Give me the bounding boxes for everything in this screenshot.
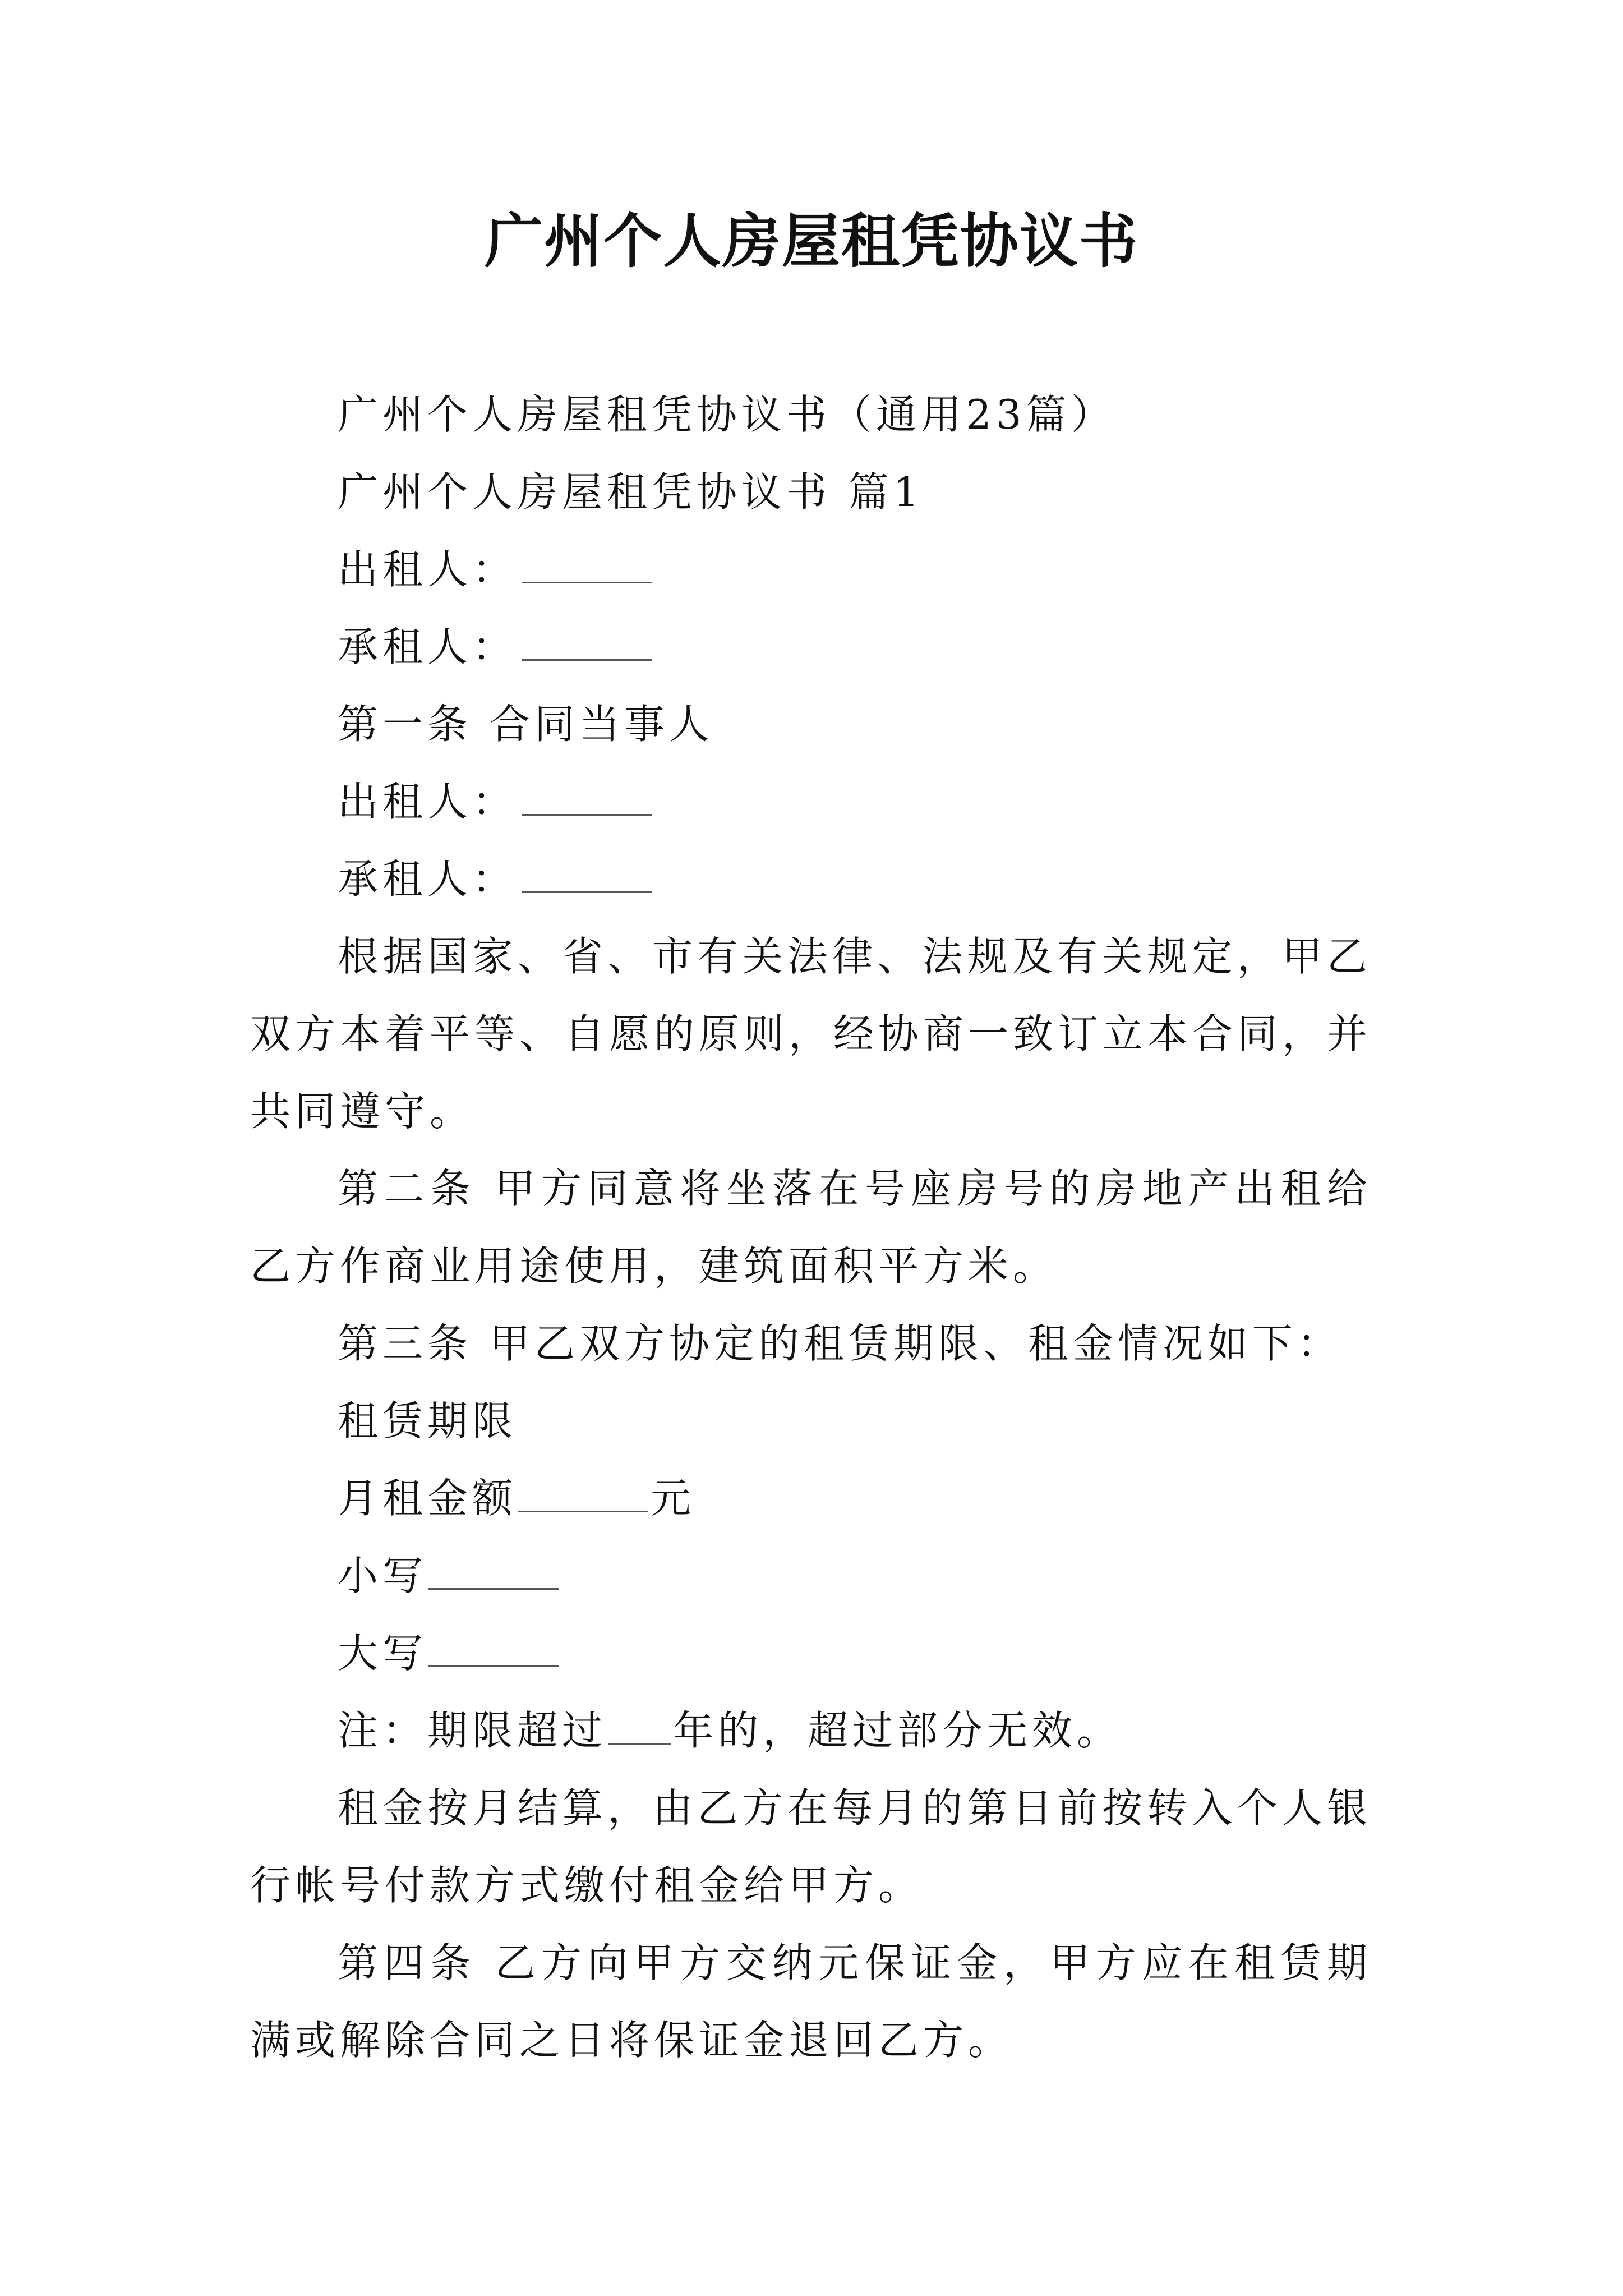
paragraph-legal-basis: 根据国家、省、市有关法律、法规及有关规定，甲乙双方本着平等、自愿的原则，经协商一致订立本合同，并共同遵守。: [250, 933, 1372, 1135]
monthly-rent-unit: 元: [651, 1475, 696, 1522]
note-prefix: 注：期限超过: [338, 1707, 607, 1754]
paragraph-amount-words: [250, 1614, 1372, 1692]
monthly-rent-label: 月租金额: [338, 1475, 518, 1522]
paragraph-article-3: 第三条 甲乙双方协定的租赁期限、租金情况如下：: [338, 1320, 1342, 1367]
lessee-label-2: 承租人：: [338, 855, 518, 903]
note-suffix: 年的，超过部分无效。: [673, 1707, 1122, 1754]
paragraph-rent-payment: 租金按月结算，由乙方在每月的第日前按转入个人银行帐号付款方式缴付租金给甲方。: [250, 1784, 1372, 1909]
lessor-label: 出租人：: [338, 546, 518, 593]
amount-words-blank: [428, 1630, 559, 1667]
paragraph-article-4: 第四条 乙方向甲方交纳元保证金，甲方应在租赁期满或解除合同之日将保证金退回乙方。: [250, 1939, 1372, 2064]
paragraph-amount-figures: [250, 1537, 1372, 1614]
paragraph-lessee-2: [250, 840, 1372, 918]
paragraph-lessor: [250, 531, 1372, 608]
paragraph-lease-term: 租赁期限: [338, 1397, 518, 1444]
amount-figures-label: 小写: [338, 1552, 428, 1599]
lessor-blank-2: [522, 778, 652, 816]
note-years-blank: [608, 1707, 671, 1745]
lessor-blank: [522, 546, 652, 583]
lessee-label: 承租人：: [338, 623, 518, 670]
paragraph-section-heading: 广州个人房屋租凭协议书 篇1: [338, 468, 924, 516]
lessee-blank-2: [522, 855, 652, 893]
lessee-blank: [522, 623, 652, 661]
amount-words-label: 大写: [338, 1630, 428, 1677]
monthly-rent-blank: [518, 1475, 648, 1512]
paragraph-note: [250, 1692, 1372, 1769]
document-body: [250, 376, 1372, 2079]
amount-figures-blank: [428, 1552, 559, 1590]
lessor-label-2: 出租人：: [338, 778, 518, 825]
paragraph-monthly-rent: [250, 1460, 1372, 1537]
paragraph-lessee: [250, 608, 1372, 685]
document-title: 广州个人房屋租凭协议书: [484, 206, 1138, 275]
paragraph-lessor-2: [250, 763, 1372, 840]
paragraph-subtitle: 广州个人房屋租凭协议书（通用23篇）: [338, 391, 1116, 438]
paragraph-article-2: 第二条 甲方同意将坐落在号座房号的房地产出租给乙方作商业用途使用，建筑面积平方米。: [250, 1165, 1372, 1290]
paragraph-article-1: 第一条 合同当事人: [338, 701, 714, 748]
